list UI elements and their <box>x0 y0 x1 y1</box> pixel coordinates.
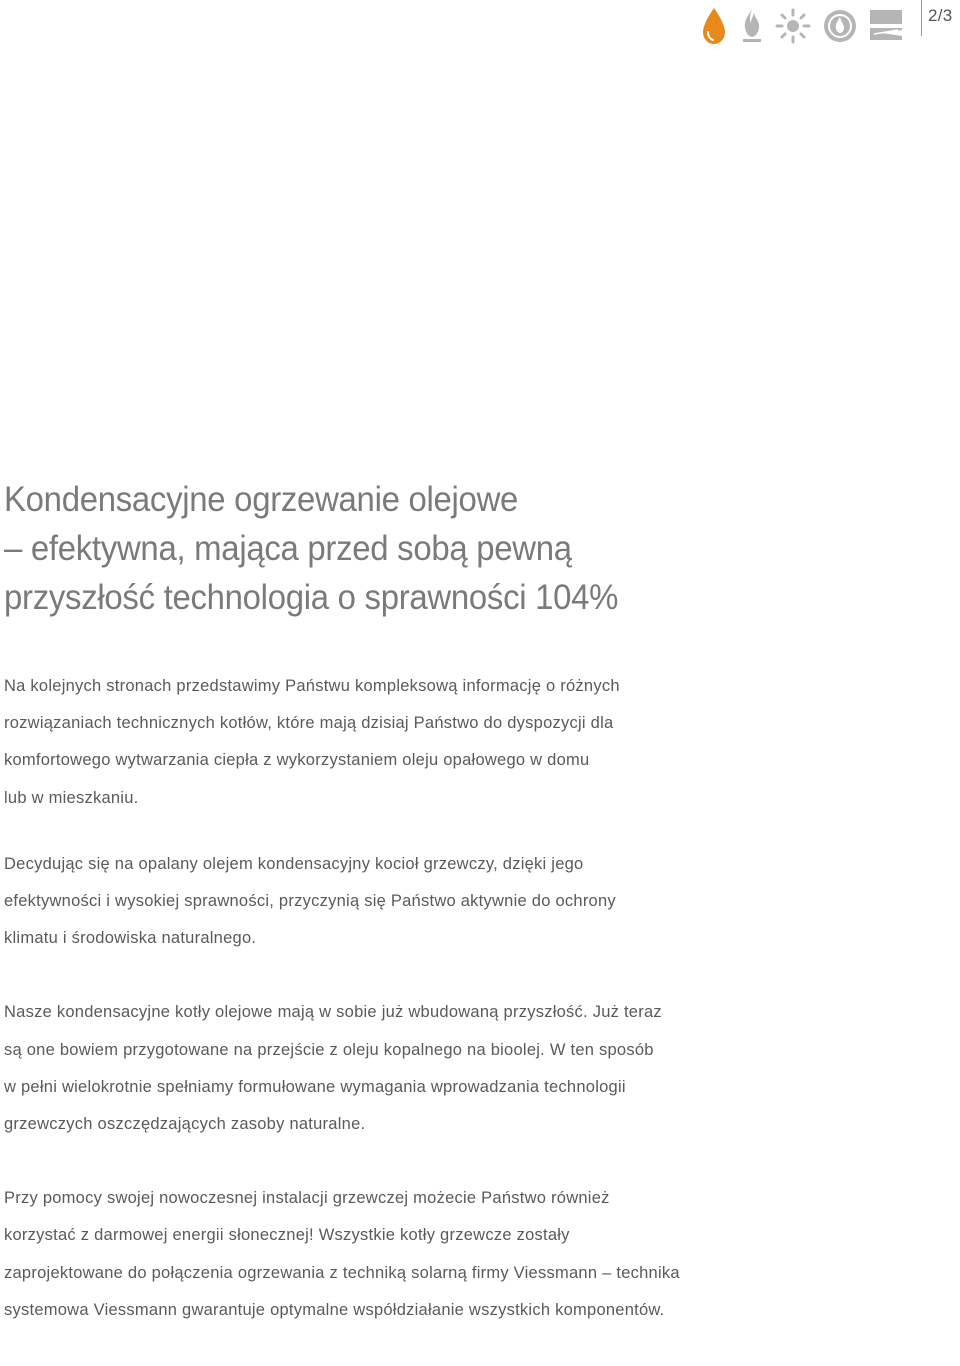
text-line: Decydując się na opalany olejem kondensacyjny kocioł grzewczy, dzięki jego <box>4 854 584 873</box>
title-line: – efektywna, mająca przed sobą pewną <box>4 529 572 568</box>
page-number: 2/3 <box>928 6 953 25</box>
paragraph-climate <box>4 846 954 958</box>
text-line: Na kolejnych stronach przedstawimy Państwu kompleksową informację o różnych <box>4 677 620 695</box>
wood-fire-icon <box>822 6 858 46</box>
text-line: korzystać z darmowej energii słonecznej! Wszystkie kotły grzewcze zostały <box>4 1226 570 1245</box>
title-line: przyszłość technologia o sprawności 104% <box>4 578 619 617</box>
oil-drop-icon <box>696 6 732 46</box>
text-line: Nasze kondensacyjne kotły olejowe mają w sobie już wbudowaną przyszłość. Już teraz <box>4 1003 662 1022</box>
sun-icon <box>775 6 811 46</box>
text-line: rozwiązaniach technicznych kotłów, które mają dzisiaj Państwo do dyspozycji dla <box>4 714 614 733</box>
title-line: Kondensacyjne ogrzewanie olejowe <box>4 480 519 519</box>
text-line: grzewczych oszczędzających zasoby naturalne. <box>4 1115 366 1134</box>
text-line: komfortowego wytwarzania ciepła z wykorzystaniem oleju opałowego w domu <box>4 751 590 770</box>
gas-flame-icon <box>734 6 770 46</box>
text-line: efektywności i wysokiej sprawności, przyczynią się Państwo aktywnie do ochrony <box>4 892 616 911</box>
header-divider <box>921 0 922 36</box>
text-line: lub w mieszkaniu. <box>4 788 139 807</box>
paragraph-solar <box>4 1180 954 1329</box>
heat-pump-icon <box>868 6 904 46</box>
text-line: klimatu i środowiska naturalnego. <box>4 929 257 948</box>
paragraph-intro <box>4 668 954 817</box>
text-line: są one bowiem przygotowane na przejście z oleju kopalnego na bioolej. W ten sposób <box>4 1040 654 1059</box>
paragraph-biooil <box>4 994 954 1143</box>
page-title <box>4 475 850 622</box>
body-text <box>4 668 954 1366</box>
energy-source-icons <box>696 6 910 46</box>
text-line: Przy pomocy swojej nowoczesnej instalacji grzewczej możecie Państwo również <box>4 1189 610 1208</box>
text-line: w pełni wielokrotnie spełniamy formułowane wymagania wprowadzania technologii <box>4 1077 626 1096</box>
text-line: zaprojektowane do połączenia ogrzewania z techniką solarną firmy Viessmann – technika <box>4 1263 680 1282</box>
text-line: systemowa Viessmann gwarantuje optymalne współdziałanie wszystkich komponentów. <box>4 1300 665 1319</box>
